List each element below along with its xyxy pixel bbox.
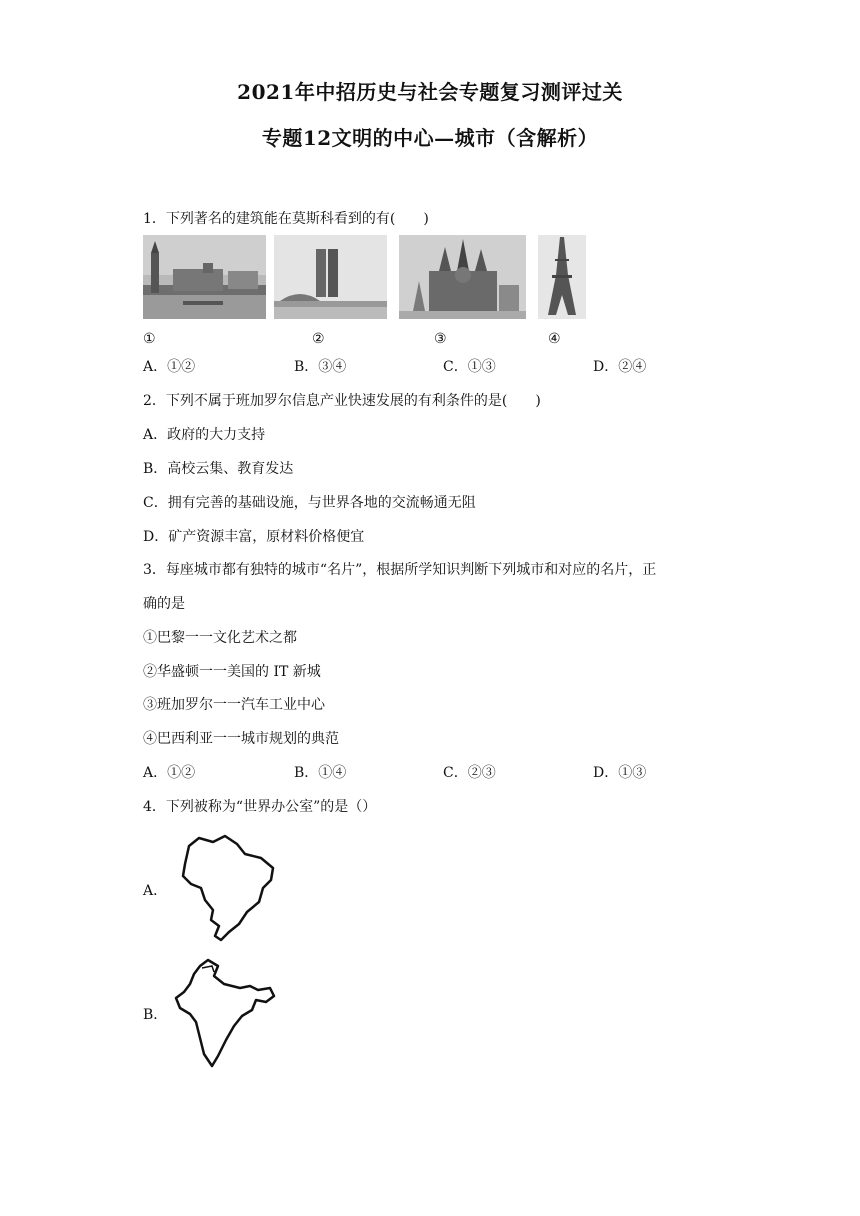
- q1-option-d[interactable]: D．②④: [593, 359, 647, 375]
- q4-option-b[interactable]: B．: [143, 1007, 168, 1023]
- q4-option-a[interactable]: A．: [143, 883, 168, 899]
- q1-image-label-2: ②: [312, 331, 325, 347]
- india-map-outline[interactable]: [172, 958, 278, 1074]
- q1-image-label-3: ③: [434, 331, 447, 347]
- q3-stem-line1: 3．每座城市都有独特的城市“名片”，根据所学知识判断下列城市和对应的名片，正: [143, 562, 657, 578]
- q3-option-b[interactable]: B．①④: [294, 765, 347, 781]
- q3-item-3: ③班加罗尔一一汽车工业中心: [143, 697, 325, 713]
- q1-image-label-1: ①: [143, 331, 156, 347]
- q4-stem: 4．下列被称为“世界办公室”的是（）: [143, 799, 377, 815]
- brazil-map-outline[interactable]: [175, 832, 280, 948]
- q3-item-2: ②华盛顿一一美国的 IT 新城: [143, 664, 321, 680]
- page-title-line1: 2021年中招历史与社会专题复习测评过关: [237, 80, 623, 104]
- brasilia-congress-photo: [274, 235, 387, 319]
- q2-option-d[interactable]: D．矿产资源丰富，原材料价格便宜: [143, 529, 365, 545]
- eiffel-tower-photo: [538, 235, 586, 319]
- q1-option-c[interactable]: C．①③: [443, 359, 496, 375]
- q2-option-c[interactable]: C．拥有完善的基础设施，与世界各地的交流畅通无阻: [143, 495, 476, 511]
- q1-option-a[interactable]: A．①②: [143, 359, 196, 375]
- q1-image-label-4: ④: [548, 331, 561, 347]
- q3-item-4: ④巴西利亚一一城市规划的典范: [143, 731, 339, 747]
- q2-option-a[interactable]: A．政府的大力支持: [143, 427, 266, 443]
- q3-item-1: ①巴黎一一文化艺术之都: [143, 630, 297, 646]
- q1-option-b[interactable]: B．③④: [294, 359, 347, 375]
- q3-option-d[interactable]: D．①③: [593, 765, 647, 781]
- st-basils-cathedral-photo: [399, 235, 526, 319]
- q3-option-c[interactable]: C．②③: [443, 765, 496, 781]
- q3-stem-line2: 确的是: [143, 596, 185, 612]
- q1-stem: 1．下列著名的建筑能在莫斯科看到的有( ): [143, 211, 429, 227]
- q2-option-b[interactable]: B．高校云集、教育发达: [143, 461, 294, 477]
- page-title-line2: 专题12文明的中心—城市（含解析）: [261, 126, 599, 150]
- kremlin-photo: [143, 235, 266, 319]
- q3-option-a[interactable]: A．①②: [143, 765, 196, 781]
- q2-stem: 2．下列不属于班加罗尔信息产业快速发展的有利条件的是( ): [143, 393, 541, 409]
